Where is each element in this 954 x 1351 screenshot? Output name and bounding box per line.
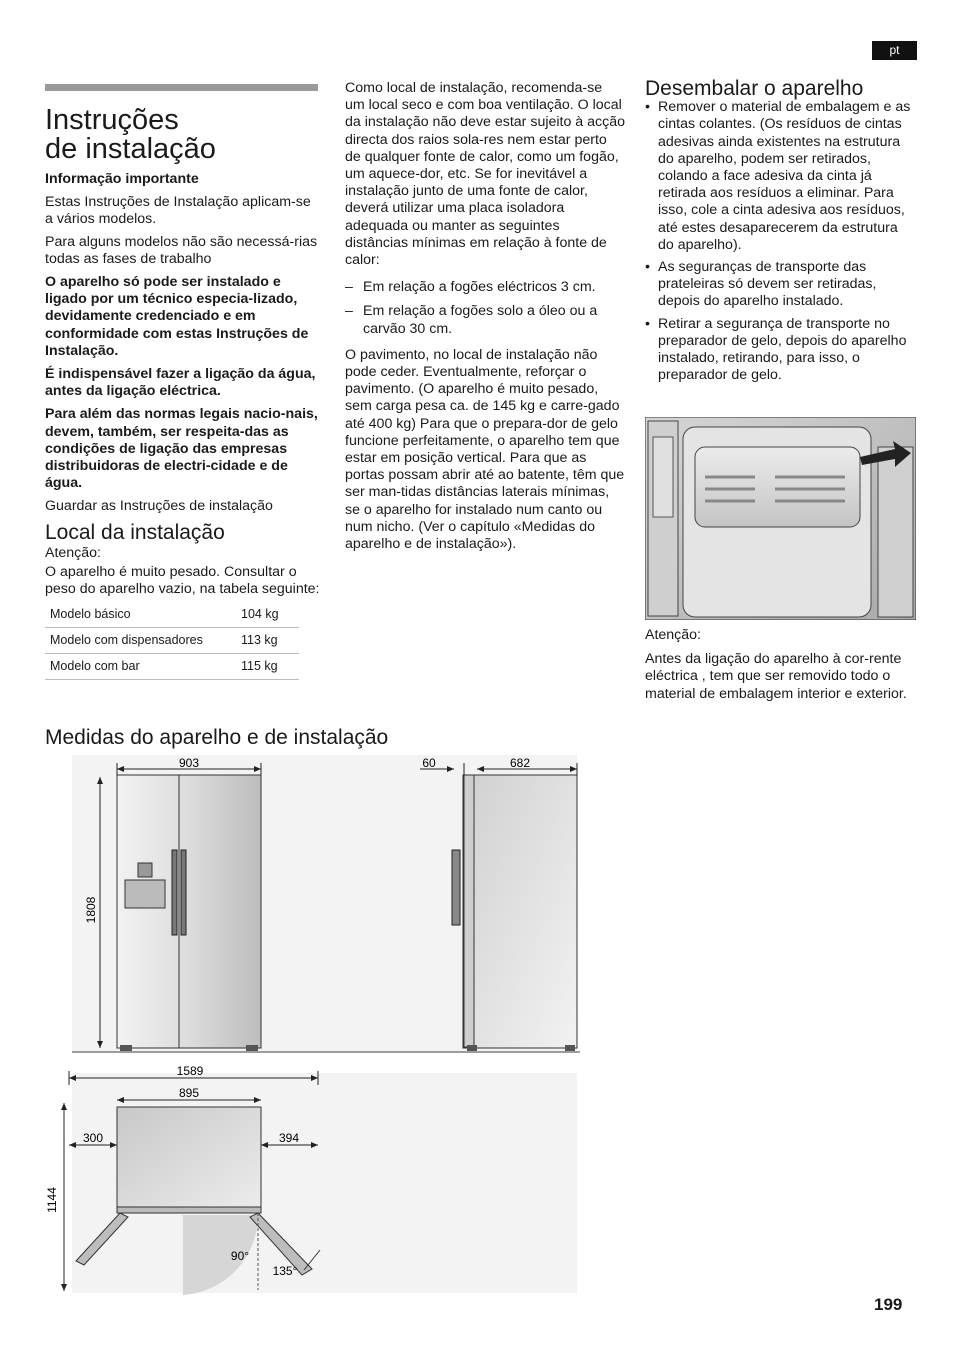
dim-depth-total: 1144: [45, 1187, 59, 1213]
warning-technician: O aparelho só pode ser instalado e ligado por um técnico especia-lizado, devidamente credenciado e em conformidade com estas Instruções de Instalação.: [45, 274, 309, 359]
attention-text: Antes da ligação do aparelho à cor-rente eléctrica , tem que ser removido todo o material de embalagem interior e exterior.: [645, 651, 907, 702]
table-row: [45, 602, 299, 628]
installation-location-paragraph: Como local de instalação, recomenda-se um local seco e com boa ventilação. O local da instalação não deve estar sujeito à acção directa dos raios sola-res nem estar perto de qualquer fonte de calor, como um fogão, um aquece-dor, etc. Se for inevitável a instalação junto de uma fonte de calor, deverá utilizar uma placa isoladora adequada ou manter as seguintes distâncias mínimas em relação à fonte de calor:: [345, 80, 625, 269]
important-heading: Informação importante: [45, 171, 199, 187]
list-item: • Retirar a segurança de transporte no preparador de gelo, depois do aparelho instalado, retirando, para isso, o preparador de gelo.: [645, 316, 917, 385]
dim-gap: 60: [422, 756, 436, 770]
column-2: [345, 80, 625, 558]
floor-paragraph: O pavimento, no local de instalação não pode ceder. Eventualmente, reforçar o pavimento. (O aparelho é muito pesado, sem carga pesa ca. de 145 kg e carre-gado até 400 kg) Para que o prepara-dor de gelo funcione perfeitamente, o aparelho tem que estar em posição vertical. Para que as portas possam abrir até ao batente, têm que ser man-tidas distâncias laterais mínimas, se o aparelho for instalado num canto ou num nicho. (Ver o capítulo «Medidas do aparelho e de instalação»).: [345, 346, 625, 553]
weight-table: [45, 602, 299, 680]
page-title: [45, 106, 216, 164]
weight-cell: 113 kg: [236, 628, 299, 654]
angle-135: 135°: [272, 1264, 298, 1278]
weight-text: O aparelho é muito pesado. Consultar o peso do aparelho vazio, na tabela seguinte:: [45, 564, 320, 598]
unpack-list: [645, 99, 917, 384]
dimension-drawing: [40, 755, 585, 1295]
column-3: [645, 77, 917, 389]
keep-instructions: Guardar as Instruções de instalação: [45, 498, 273, 515]
angle-90: 90°: [230, 1249, 250, 1263]
intro-paragraph-1: Estas Instruções de Instalação aplicam-se a vários modelos.: [45, 194, 311, 228]
title-line-2: de instalação: [45, 133, 216, 165]
dimensions-heading: Medidas do aparelho e de instalação: [45, 726, 389, 749]
model-cell: Modelo com dispensadores: [45, 628, 236, 654]
dim-left-clear: 300: [82, 1131, 104, 1145]
title-line-1: Instruções: [45, 104, 179, 136]
dim-depth: 682: [509, 756, 531, 770]
list-item: – Em relação a fogões eléctricos 3 cm.: [345, 279, 625, 296]
local-attention: Atenção:: [45, 544, 102, 561]
model-cell: Modelo com bar: [45, 654, 236, 680]
title-rule: [45, 84, 318, 91]
table-row: [45, 654, 299, 680]
warning-regulations: Para além das normas legais nacio-nais, devem, também, ser respeita-das as condições de ligação das empresas distribuidoras de electri-cidade e de água.: [45, 406, 318, 492]
list-item: • As seguranças de transporte das prateleiras só devem ser retiradas, depois do aparelho instalado.: [645, 259, 917, 311]
list-item: • Remover o material de embalagem e as cintas colantes. (Os resíduos de cintas adesivas ainda existentes na estrutura do aparelho, podem ser retirados, colando a face adesiva da cinta já retirada aos resíduos a eliminar. Para isso, cole a cinta adesiva aos resíduos, até estes desaparecerem da estrutura do aparelho).: [645, 99, 917, 254]
dim-body-width: 895: [178, 1086, 200, 1100]
dim-width: 903: [178, 756, 200, 770]
language-tag: pt: [872, 41, 917, 60]
heat-distance-list: [345, 279, 625, 338]
model-cell: Modelo básico: [45, 602, 236, 628]
weight-cell: 115 kg: [236, 654, 299, 680]
warning-water: É indispensável fazer a ligação da água, antes da ligação eléctrica.: [45, 366, 316, 400]
dim-height: 1808: [84, 896, 98, 924]
table-row: [45, 628, 299, 654]
list-item: – Em relação a fogões solo a óleo ou a carvão 30 cm.: [345, 303, 625, 337]
page-number: 199: [874, 1295, 903, 1314]
dim-total-width: 1589: [176, 1064, 204, 1078]
column-1: [45, 171, 321, 680]
intro-paragraph-2: Para alguns modelos não são necessá-rias todas as fases de trabalho: [45, 233, 318, 267]
dim-right-clear: 394: [278, 1131, 300, 1145]
attention-label: Atenção:: [645, 627, 702, 643]
local-heading: Local da instalação: [45, 520, 225, 544]
weight-cell: 104 kg: [236, 602, 299, 628]
column-3-attention: [645, 627, 917, 708]
ice-maker-photo: [645, 417, 916, 620]
unpack-heading: Desembalar o aparelho: [645, 77, 864, 100]
